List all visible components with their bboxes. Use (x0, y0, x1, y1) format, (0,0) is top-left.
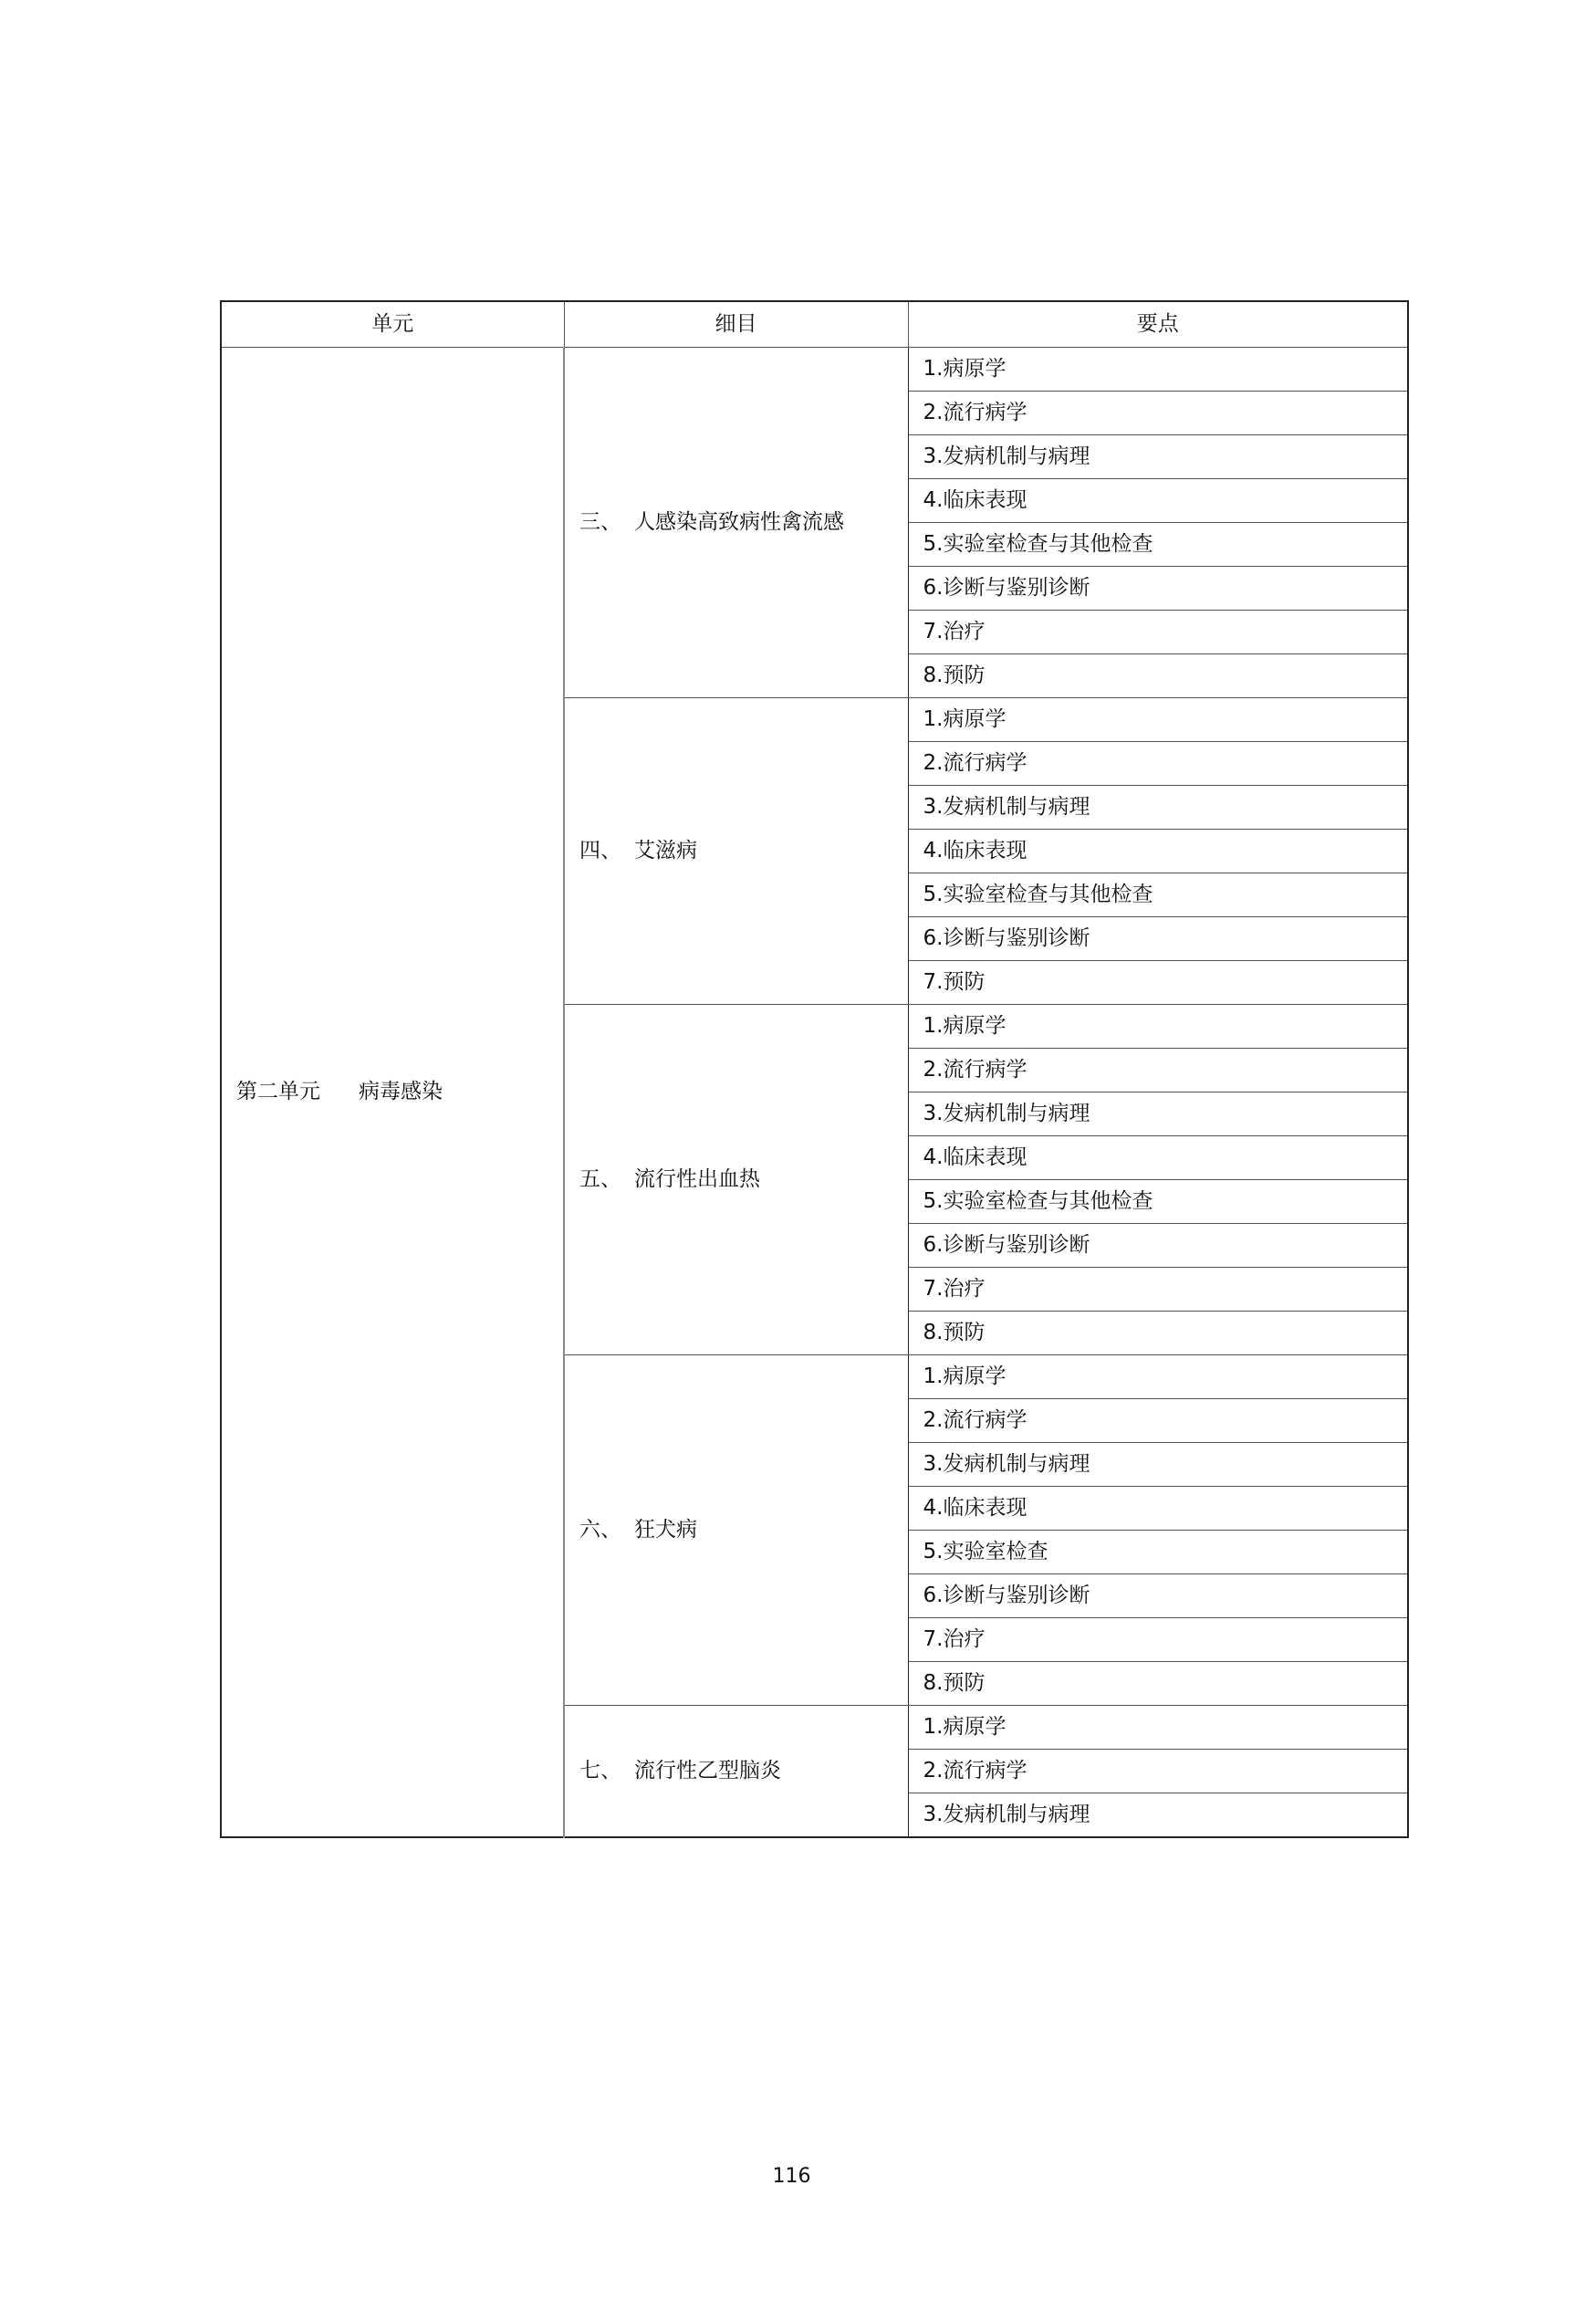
point-cell: 7.治疗 (908, 1618, 1408, 1662)
item-cell (564, 348, 908, 698)
item-title: 流行性出血热 (634, 1166, 760, 1191)
point-cell: 6.诊断与鉴别诊断 (908, 1574, 1408, 1618)
point-cell: 4.临床表现 (908, 1487, 1408, 1531)
point-cell: 8.预防 (908, 1312, 1408, 1355)
item-number: 四、 (579, 838, 621, 862)
syllabus-table (220, 300, 1409, 1838)
table-header-row (221, 301, 1408, 348)
point-cell: 4.临床表现 (908, 479, 1408, 523)
point-cell: 5.实验室检查与其他检查 (908, 523, 1408, 567)
point-cell: 5.实验室检查与其他检查 (908, 873, 1408, 917)
point-cell: 5.实验室检查 (908, 1531, 1408, 1574)
point-cell: 2.流行病学 (908, 1399, 1408, 1443)
point-cell: 7.治疗 (908, 1268, 1408, 1312)
point-cell: 2.流行病学 (908, 1049, 1408, 1092)
item-number: 六、 (579, 1517, 621, 1542)
table-row (221, 348, 1408, 392)
point-cell: 2.流行病学 (908, 742, 1408, 786)
unit-cell (221, 348, 564, 1838)
point-cell: 3.发病机制与病理 (908, 1092, 1408, 1136)
item-title: 艾滋病 (634, 838, 697, 862)
page-number: 116 (772, 2165, 811, 2188)
header-item: 细目 (564, 301, 908, 348)
point-cell: 4.临床表现 (908, 830, 1408, 873)
point-cell: 3.发病机制与病理 (908, 1443, 1408, 1487)
point-cell: 7.预防 (908, 961, 1408, 1005)
point-cell: 1.病原学 (908, 1005, 1408, 1049)
point-cell: 1.病原学 (908, 698, 1408, 742)
point-cell: 8.预防 (908, 1662, 1408, 1706)
item-cell (564, 1706, 908, 1838)
point-cell: 5.实验室检查与其他检查 (908, 1180, 1408, 1224)
point-cell: 3.发病机制与病理 (908, 435, 1408, 479)
point-cell: 1.病原学 (908, 1706, 1408, 1750)
item-number: 七、 (579, 1758, 621, 1782)
item-title: 流行性乙型脑炎 (634, 1758, 781, 1782)
unit-title: 病毒感染 (359, 1079, 443, 1103)
point-cell: 2.流行病学 (908, 392, 1408, 435)
point-cell: 1.病原学 (908, 1355, 1408, 1399)
unit-number: 第二单元 (236, 1079, 320, 1103)
header-unit: 单元 (221, 301, 564, 348)
item-cell (564, 698, 908, 1005)
item-title: 人感染高致病性禽流感 (634, 509, 844, 534)
point-cell: 4.临床表现 (908, 1136, 1408, 1180)
point-cell: 3.发病机制与病理 (908, 1793, 1408, 1838)
item-cell (564, 1355, 908, 1706)
point-cell: 6.诊断与鉴别诊断 (908, 917, 1408, 961)
point-cell: 8.预防 (908, 654, 1408, 698)
point-cell: 6.诊断与鉴别诊断 (908, 567, 1408, 611)
item-number: 三、 (579, 509, 621, 534)
item-cell (564, 1005, 908, 1355)
item-title: 狂犬病 (634, 1517, 697, 1542)
header-points: 要点 (908, 301, 1408, 348)
point-cell: 1.病原学 (908, 348, 1408, 392)
point-cell: 7.治疗 (908, 611, 1408, 654)
table-body (221, 348, 1408, 1838)
point-cell: 3.发病机制与病理 (908, 786, 1408, 830)
item-number: 五、 (579, 1166, 621, 1191)
point-cell: 6.诊断与鉴别诊断 (908, 1224, 1408, 1268)
point-cell: 2.流行病学 (908, 1750, 1408, 1793)
